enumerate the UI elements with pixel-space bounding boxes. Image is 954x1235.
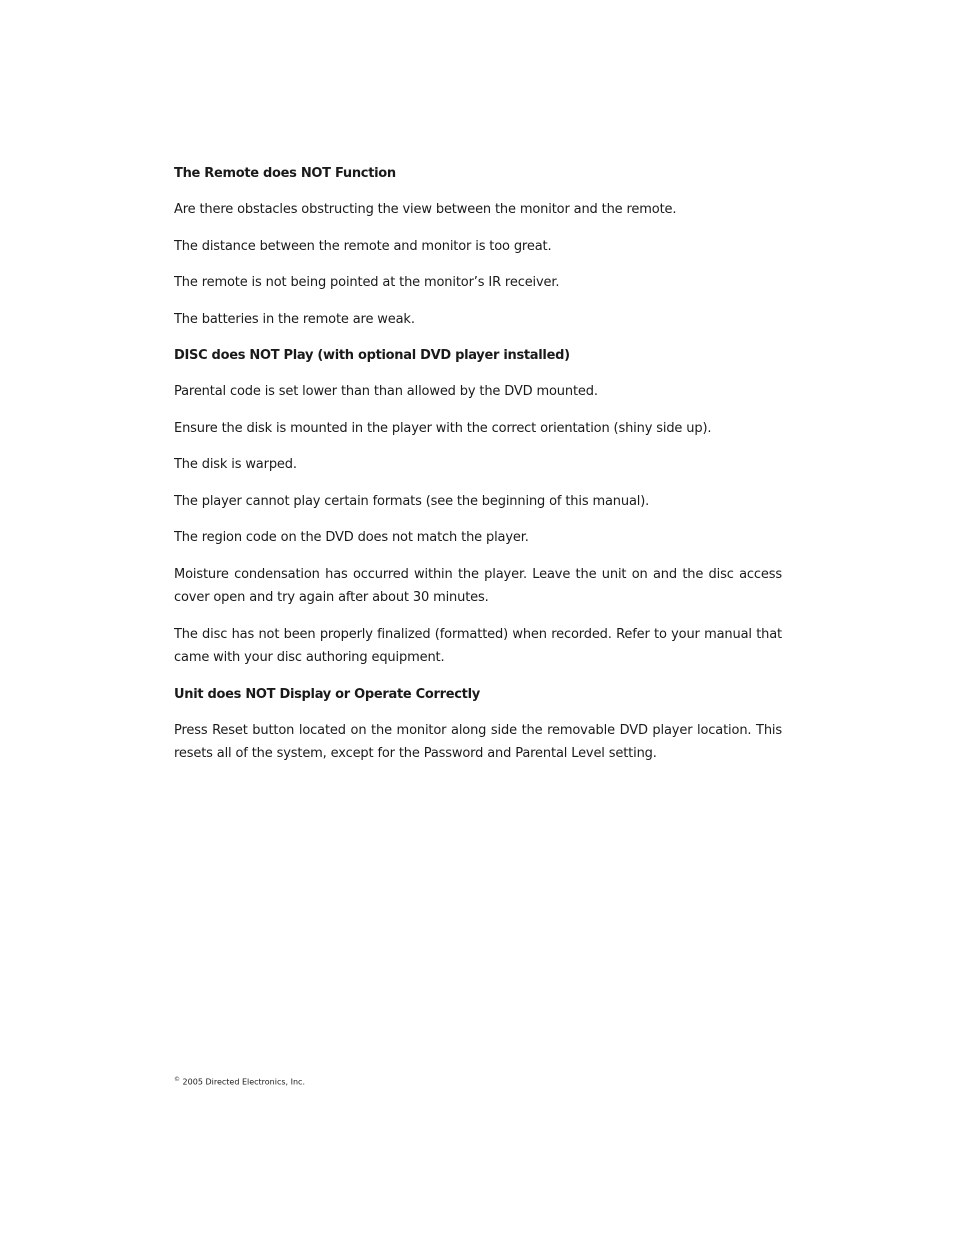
paragraph: The disk is warped. (174, 457, 297, 472)
paragraph: The distance between the remote and monitor is too great. (174, 238, 552, 254)
paragraph: Press Reset button located on the monitor along side the removable DVD player location. This resets all of the system, except for the Password and Parental Level setting. (174, 722, 782, 761)
paragraph: The region code on the DVD does not match the player. (174, 530, 529, 545)
paragraph: The disc has not been properly finalized (formatted) when recorded. Refer to your manual that came with your disc authoring equipment. (174, 626, 782, 665)
page-content (174, 162, 782, 779)
paragraph: The remote is not being pointed at the monitor’s IR receiver. (174, 275, 560, 290)
copyright-footer (174, 1074, 305, 1089)
paragraph: Moisture condensation has occurred within the player. Leave the unit on and the disc access cover open and try again after about 30 minutes. (174, 566, 782, 605)
paragraph: Are there obstacles obstructing the view between the monitor and the remote. (174, 202, 677, 217)
paragraph: The player cannot play certain formats (see the beginning of this manual). (174, 493, 650, 509)
paragraph: The batteries in the remote are weak. (174, 311, 415, 327)
section-heading-remote: The Remote does NOT Function (174, 166, 396, 181)
copyright-text: 2005 Directed Electronics, Inc. (180, 1077, 305, 1087)
section-heading-unit: Unit does NOT Display or Operate Correctly (174, 686, 480, 702)
paragraph: Ensure the disk is mounted in the player with the correct orientation (shiny side up). (174, 420, 712, 436)
paragraph: Parental code is set lower than than allowed by the DVD mounted. (174, 384, 598, 399)
copyright-symbol: © (174, 1076, 180, 1083)
section-heading-disc: DISC does NOT Play (with optional DVD player installed) (174, 348, 570, 363)
